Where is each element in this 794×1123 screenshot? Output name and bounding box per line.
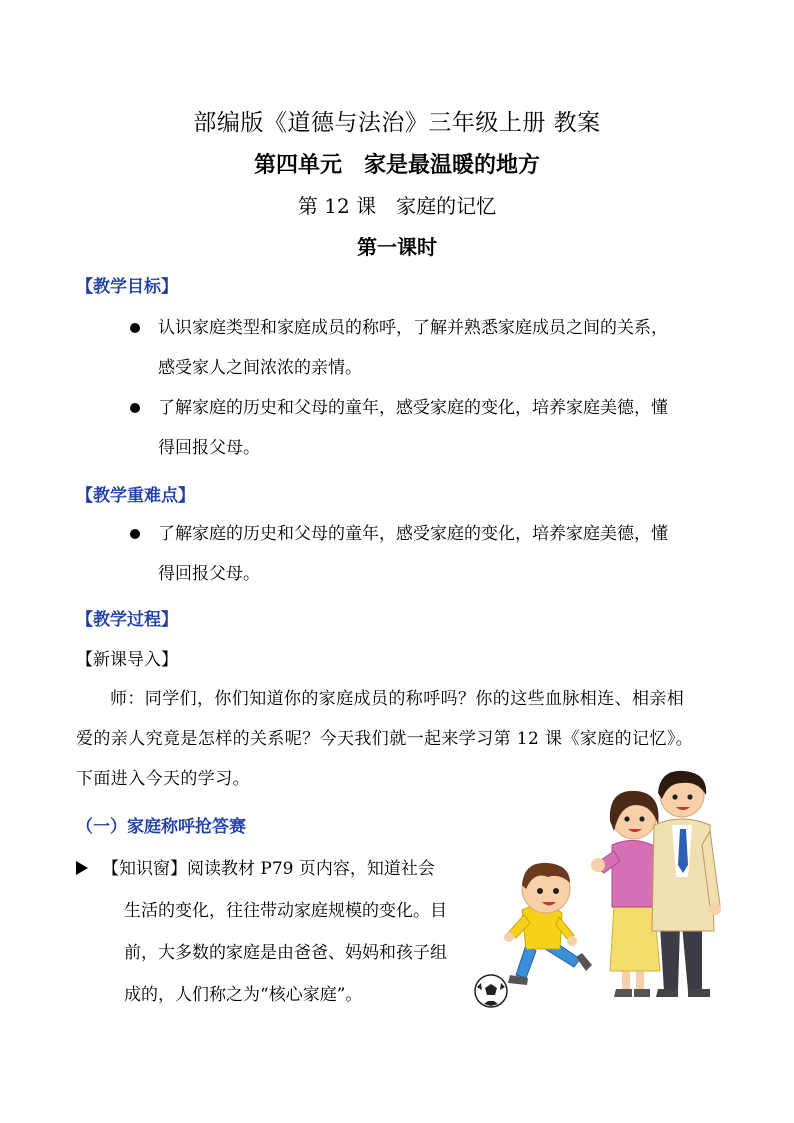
arrow-bullet-icon: [76, 861, 88, 875]
section-one-heading: （一）家庭称呼抢答赛: [76, 817, 246, 837]
family-illustration: [464, 765, 734, 1015]
key-point-item: [130, 514, 668, 594]
intro-line: 爱的亲人究竟是怎样的关系呢？今天我们就一起来学习第 12 课《家庭的记忆》。: [76, 729, 694, 749]
intro-line: 下面进入今天的学习。: [76, 769, 250, 789]
main-title: 部编版《道德与法治》三年级上册 教案: [193, 110, 601, 136]
objective-line: 得回报父母。: [158, 438, 260, 458]
objective-line: 感受家人之间浓浓的亲情。: [158, 358, 362, 378]
soccer-ball-icon: [475, 975, 507, 1007]
knowledge-line: 【知识窗】阅读教材 P79 页内容，知道社会: [102, 859, 435, 879]
lesson-title: 第 12 课 家庭的记忆: [297, 194, 497, 218]
unit-title: 第四单元 家是最温暖的地方: [253, 152, 540, 178]
father-figure: [652, 771, 721, 997]
objectives-heading: 【教学目标】: [76, 277, 178, 297]
process-heading: 【教学过程】: [76, 610, 178, 630]
objective-item: [130, 388, 668, 468]
objective-line: 认识家庭类型和家庭成员的称呼，了解并熟悉家庭成员之间的关系，: [158, 318, 668, 338]
knowledge-window: [76, 848, 447, 1016]
key-point-line: 了解家庭的历史和父母的童年，感受家庭的变化，培养家庭美德，懂: [158, 524, 668, 544]
key-point-line: 得回报父母。: [158, 564, 260, 584]
knowledge-line: 前，大多数的家庭是由爸爸、妈妈和孩子组: [124, 943, 447, 963]
period-title: 第一课时: [357, 235, 437, 259]
intro-line: 师：同学们，你们知道你的家庭成员的称呼吗？你的这些血脉相连、相亲相: [110, 689, 685, 709]
key-points-heading: 【教学重难点】: [76, 486, 195, 506]
objective-item: [130, 308, 668, 388]
bullet-dot-icon: [130, 323, 140, 333]
objective-line: 了解家庭的历史和父母的童年，感受家庭的变化，培养家庭美德，懂: [158, 398, 668, 418]
bullet-dot-icon: [130, 403, 140, 413]
knowledge-line: 生活的变化，往往带动家庭规模的变化。目: [124, 901, 447, 921]
intro-label: 【新课导入】: [76, 650, 178, 670]
mother-figure: [591, 791, 660, 997]
boy-figure: [504, 863, 592, 985]
bullet-dot-icon: [130, 529, 140, 539]
knowledge-line: 成的，人们称之为“核心家庭”。: [124, 985, 363, 1005]
